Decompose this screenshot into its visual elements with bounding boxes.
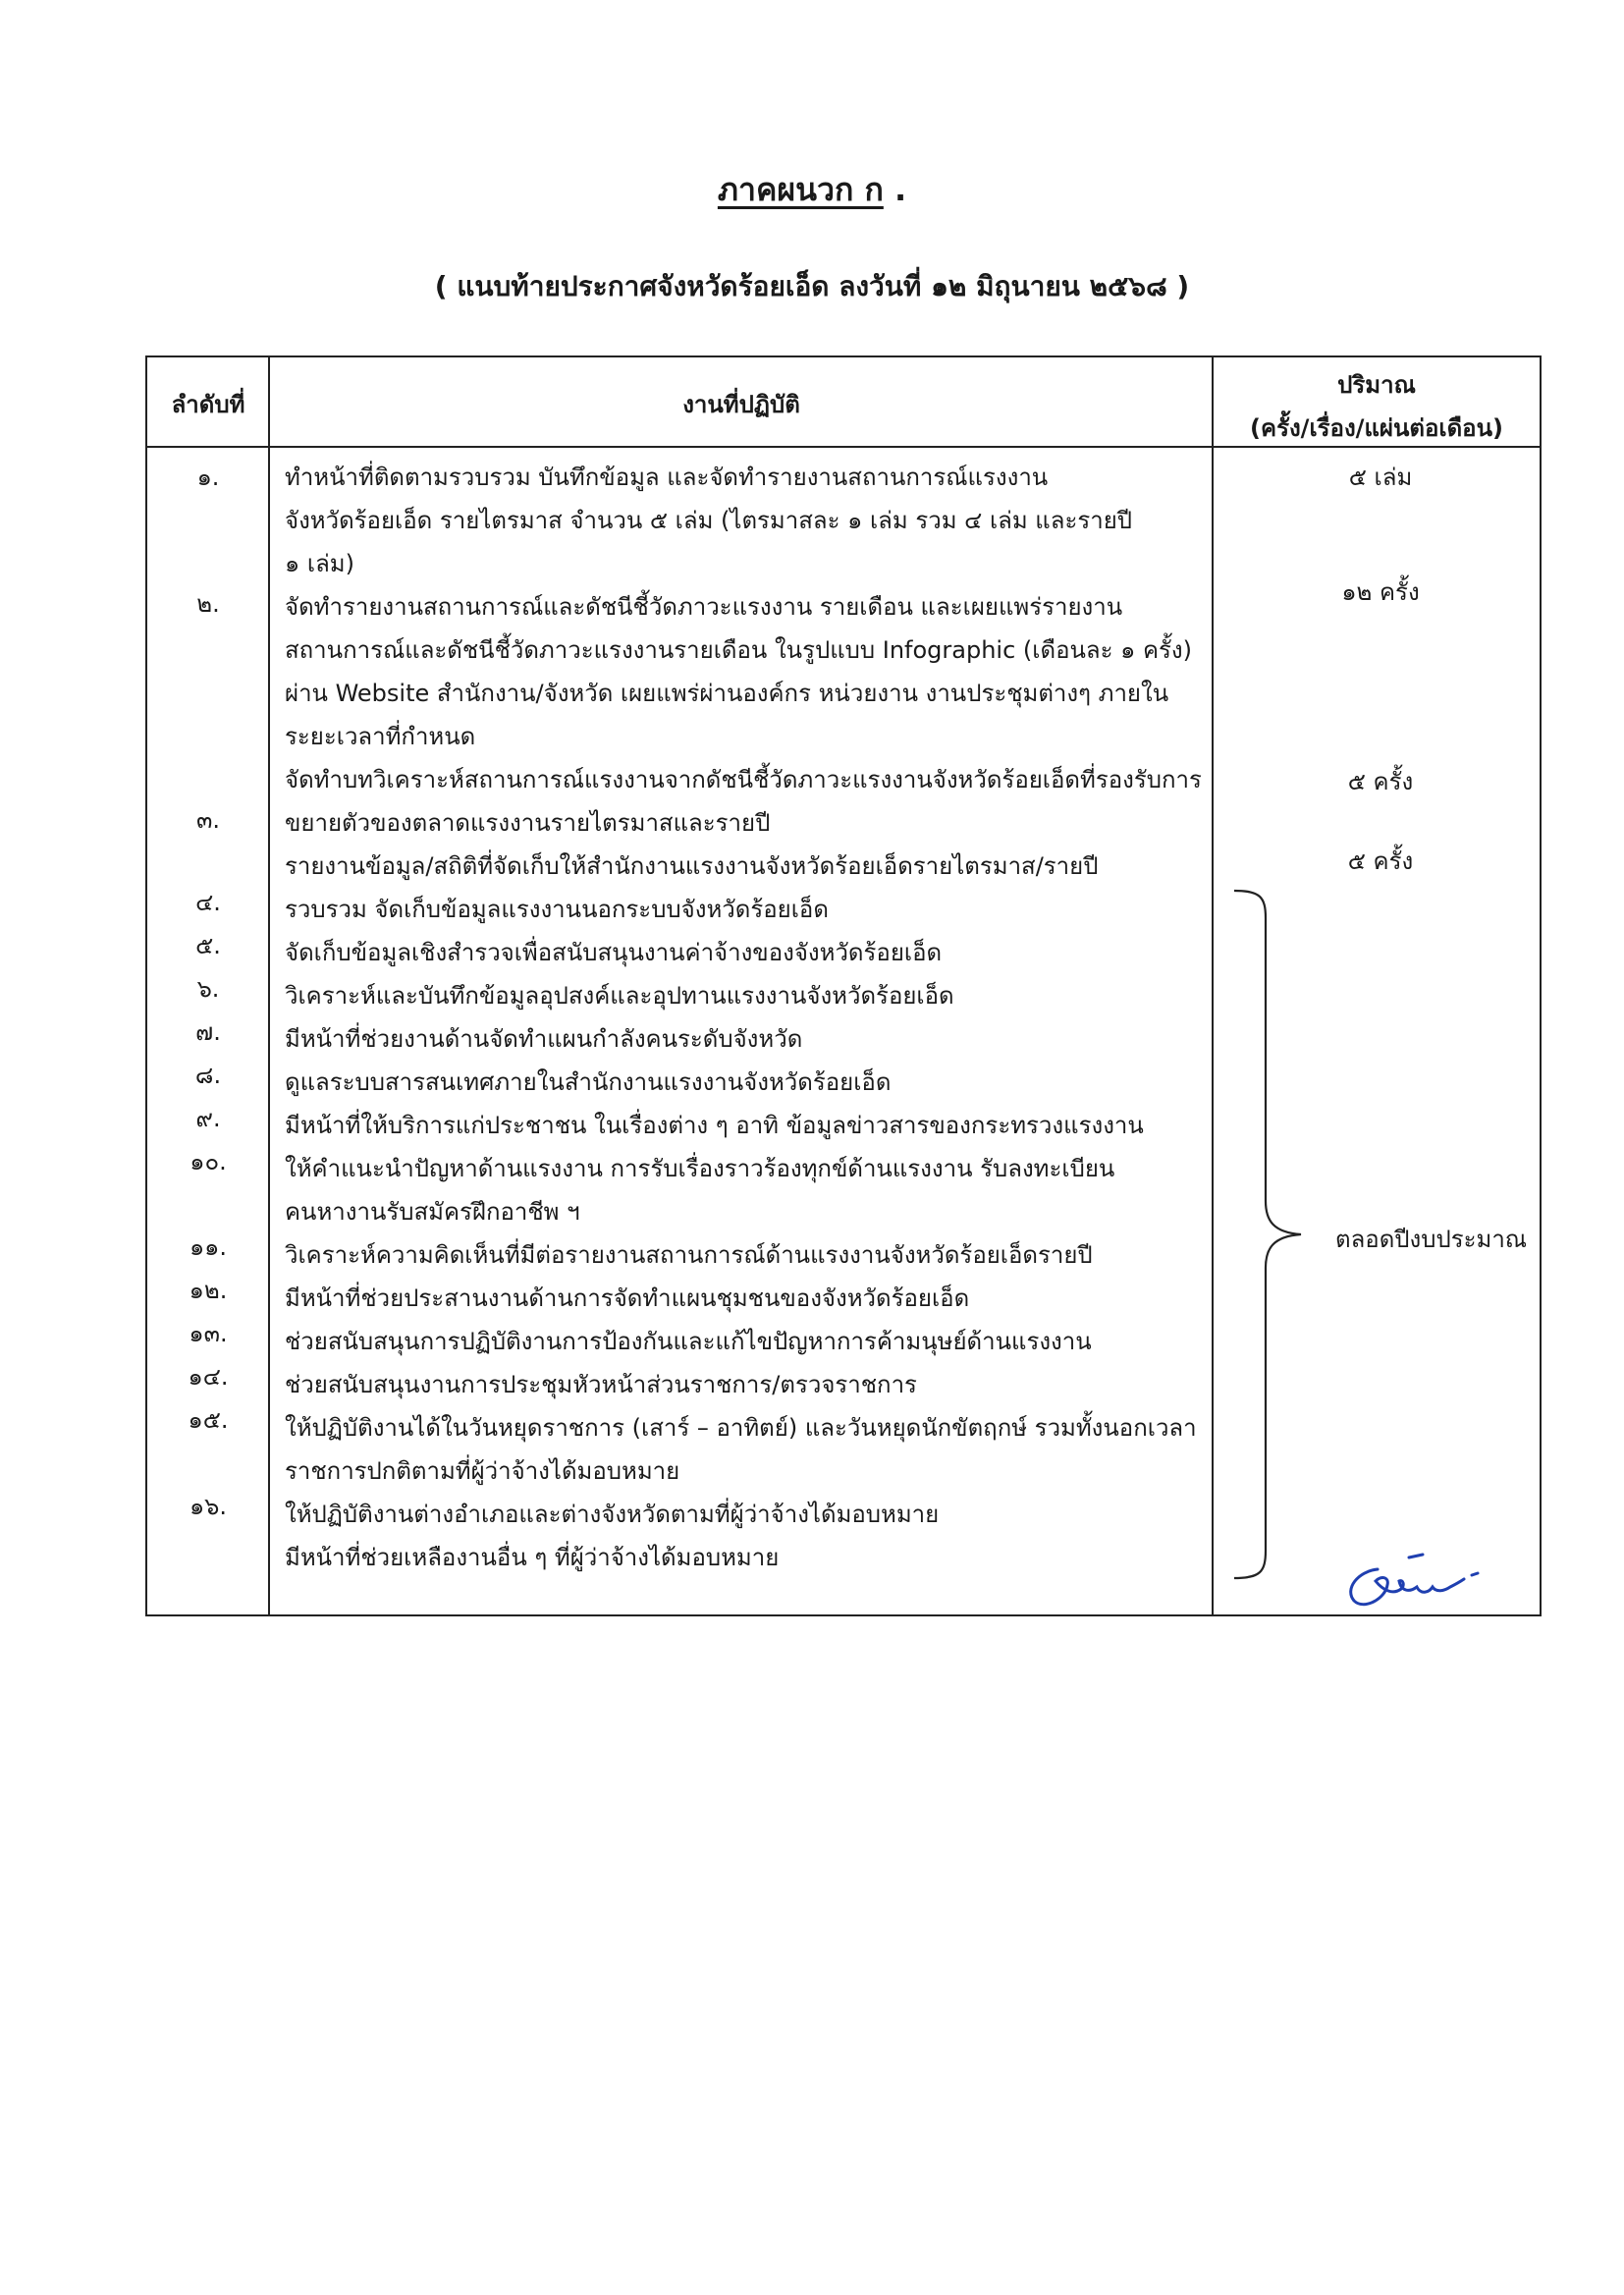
row-number: ๗. (195, 1018, 221, 1046)
row-number: ๑๐. (189, 1148, 227, 1175)
row-number: ๙. (195, 1105, 221, 1132)
row-number: ๒. (196, 590, 220, 618)
task-text-line: จังหวัดร้อยเอ็ด รายไตรมาส จำนวน ๕ เล่ม (ไตรมาสละ ๑ เล่ม รวม ๔ เล่ม และรายปี (285, 507, 1133, 534)
quantity-cell: ๕ ครั้ง (1347, 768, 1414, 795)
row-number: ๑๑. (189, 1233, 228, 1261)
task-text-line: มีหน้าที่ช่วยประสานงานด้านการจัดทำแผนชุมชนของจังหวัดร้อยเอ็ด (285, 1284, 970, 1312)
task-text-line: ทำหน้าที่ติดตามรวบรวม บันทึกข้อมูล และจัดทำรายงานสถานการณ์แรงงาน (285, 464, 1049, 491)
row-number: ๖. (196, 975, 220, 1003)
curly-brace-icon (1232, 889, 1321, 1582)
signature-icon (1340, 1550, 1488, 1628)
task-text-line: ๑ เล่ม) (285, 550, 354, 577)
quantity-cell: ๕ ครั้ง (1347, 847, 1414, 875)
task-text-line: ระยะเวลาที่กำหนด (285, 723, 476, 750)
task-text-line: สถานการณ์และดัชนีชี้วัดภาวะแรงงานรายเดือน ในรูปแบบ Infographic (เดือนละ ๑ ครั้ง) (285, 636, 1193, 664)
task-text-line: คนหางานรับสมัครฝึกอาชีพ ฯ (285, 1198, 580, 1226)
group-quantity: ตลอดปีงบประมาณ (1335, 1226, 1528, 1253)
row-number: ๑๖. (189, 1493, 228, 1520)
row-number: ๘. (194, 1062, 222, 1089)
title-text: ภาคผนวก ก (717, 171, 884, 208)
row-number: ๑. (196, 464, 220, 491)
title-mark: . (893, 171, 907, 208)
task-text-line: วิเคราะห์และบันทึกข้อมูลอุปสงค์และอุปทานแรงงานจังหวัดร้อยเอ็ด (285, 982, 954, 1010)
task-text-line: จัดทำรายงานสถานการณ์และดัชนีชี้วัดภาวะแรงงาน รายเดือน และเผยแพร่รายงาน (285, 593, 1123, 621)
row-number: ๔. (195, 889, 221, 916)
task-text-line: จัดทำบทวิเคราะห์สถานการณ์แรงงานจากดัชนีชี้วัดภาวะแรงงานจังหวัดร้อยเอ็ดที่รองรับการ (285, 766, 1202, 793)
task-text-line: มีหน้าที่ให้บริการแก่ประชาชน ในเรื่องต่าง ๆ อาทิ ข้อมูลข่าวสารของกระทรวงแรงงาน (285, 1112, 1144, 1139)
row-number: ๑๕. (188, 1406, 229, 1434)
task-text-line: ช่วยสนับสนุนงานการประชุมหัวหน้าส่วนราชการ/ตรวจราชการ (285, 1371, 917, 1398)
quantity-cell: ๑๒ ครั้ง (1341, 578, 1420, 606)
task-text-line: จัดเก็บข้อมูลเชิงสำรวจเพื่อสนับสนุนงานค่าจ้างของจังหวัดร้อยเอ็ด (285, 939, 943, 966)
page-title (0, 165, 1624, 215)
task-text-line: ให้คำแนะนำปัญหาด้านแรงงาน การรับเรื่องราวร้องทุกข์ด้านแรงงาน รับลงทะเบียน (285, 1155, 1115, 1182)
row-number: ๑๔. (188, 1363, 229, 1391)
header-order: ลำดับที่ (171, 391, 245, 418)
task-text-line: ให้ปฏิบัติงานต่างอำเภอและต่างจังหวัดตามที่ผู้ว่าจ้างได้มอบหมาย (285, 1501, 940, 1528)
row-number: ๑๒. (189, 1277, 228, 1304)
column-divider (1212, 355, 1214, 1616)
quantity-cell: ๕ เล่ม (1348, 464, 1413, 491)
task-text-line: ให้ปฏิบัติงานได้ในวันหยุดราชการ (เสาร์ – อาทิตย์) และวันหยุดนักขัตฤกษ์ รวมทั้งนอกเวลา (285, 1414, 1197, 1442)
row-number: ๕. (195, 932, 221, 959)
task-text-line: ผ่าน Website สำนักงาน/จังหวัด เผยแพร่ผ่านองค์กร หน่วยงาน งานประชุมต่างๆ ภายใน (285, 680, 1169, 707)
task-text-line: รวบรวม จัดเก็บข้อมูลแรงงานนอกระบบจังหวัดร้อยเอ็ด (285, 896, 829, 923)
header-task: งานที่ปฏิบัติ (682, 391, 800, 418)
row-number: ๑๓. (189, 1320, 228, 1347)
task-text-line: ขยายตัวของตลาดแรงงานรายไตรมาสและรายปี (285, 809, 771, 837)
task-text-line: ช่วยสนับสนุนการปฏิบัติงานการป้องกันและแก้ไขปัญหาการค้ามนุษย์ด้านแรงงาน (285, 1328, 1092, 1355)
task-text-line: ราชการปกติตามที่ผู้ว่าจ้างได้มอบหมาย (285, 1457, 680, 1485)
subtitle: ( แนบท้ายประกาศจังหวัดร้อยเอ็ด ลงวันที่ ๑๒ มิถุนายน ๒๕๖๘ ) (434, 270, 1190, 302)
header-amount: ปริมาณ (1337, 371, 1416, 399)
task-text-line: วิเคราะห์ความคิดเห็นที่มีต่อรายงานสถานการณ์ด้านแรงงานจังหวัดร้อยเอ็ดรายปี (285, 1241, 1093, 1269)
header-amount-unit: (ครั้ง/เรื่อง/แผ่นต่อเดือน) (1250, 414, 1503, 442)
task-text-line: รายงานข้อมูล/สถิติที่จัดเก็บให้สำนักงานแรงงานจังหวัดร้อยเอ็ดรายไตรมาส/รายปี (285, 852, 1099, 880)
task-text-line: ดูแลระบบสารสนเทศภายในสำนักงานแรงงานจังหวัดร้อยเอ็ด (285, 1068, 892, 1096)
task-text-line: มีหน้าที่ช่วยเหลืองานอื่น ๆ ที่ผู้ว่าจ้างได้มอบหมาย (285, 1544, 780, 1571)
task-text-line: มีหน้าที่ช่วยงานด้านจัดทำแผนกำลังคนระดับจังหวัด (285, 1025, 803, 1053)
row-number: ๓. (195, 806, 221, 834)
